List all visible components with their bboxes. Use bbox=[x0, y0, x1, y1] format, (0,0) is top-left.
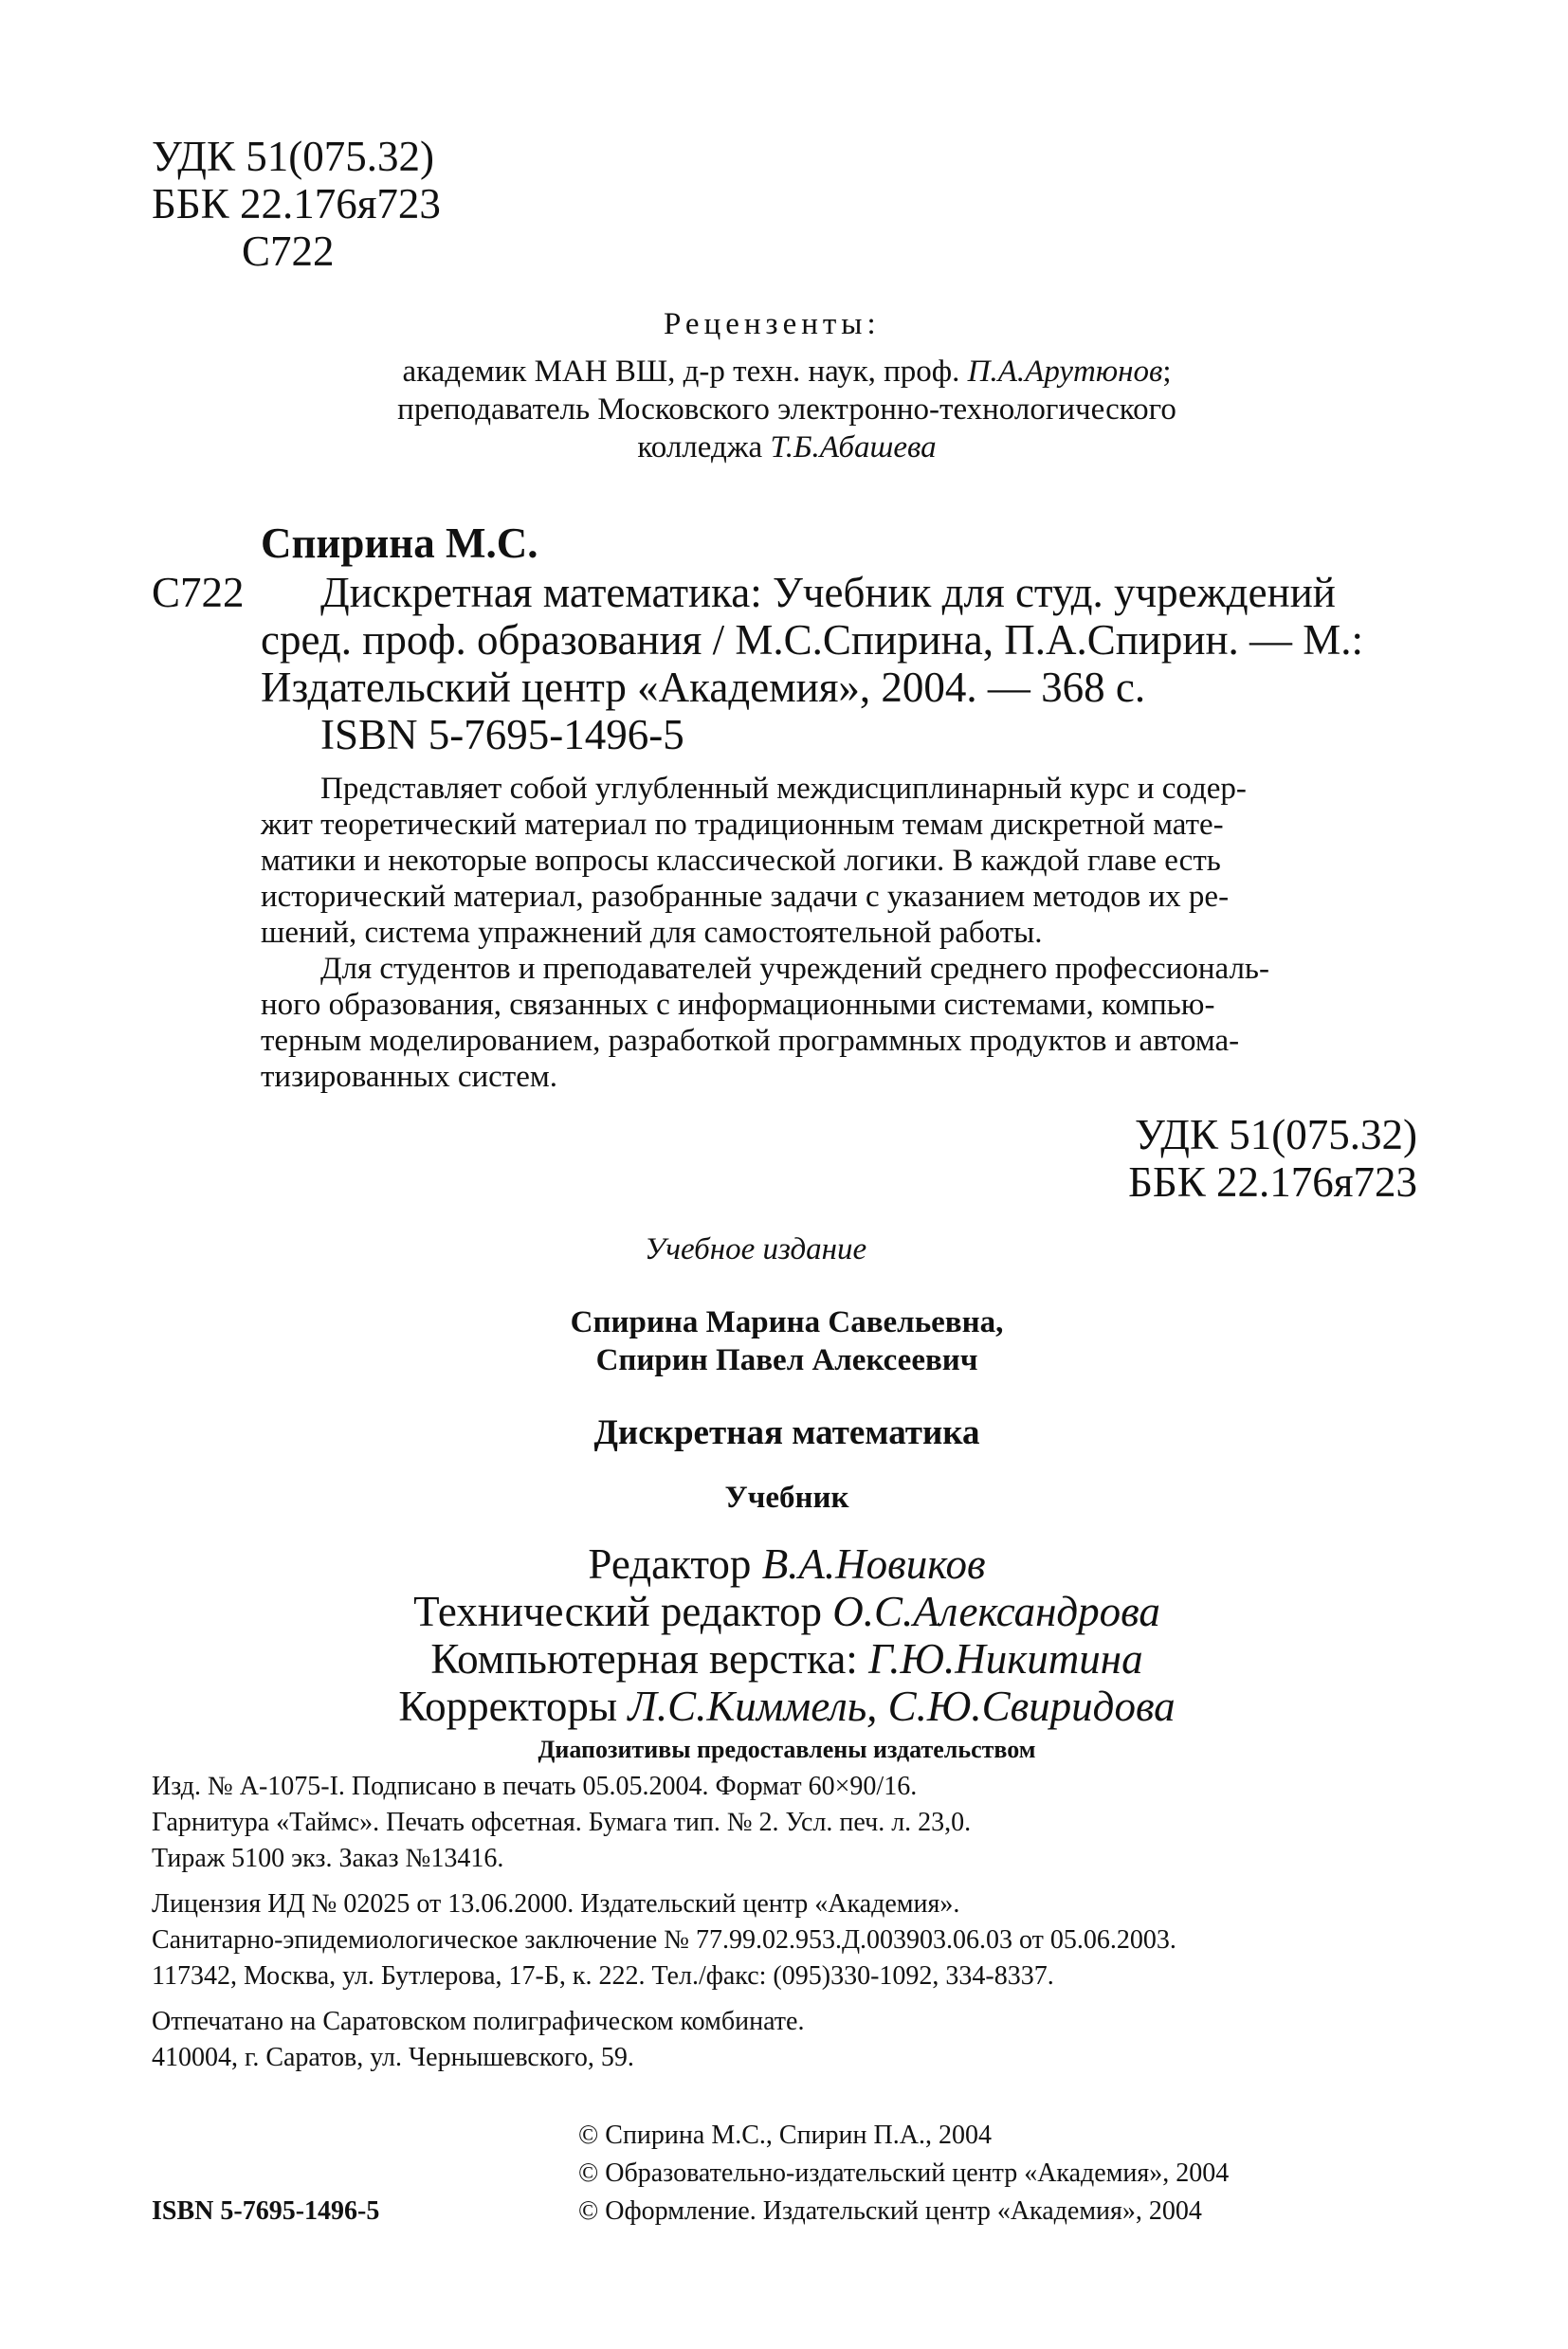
pub-line-4: Лицензия ИД № 02025 от 13.06.2000. Издательский центр «Академия». bbox=[152, 1889, 960, 1919]
annotation-p1-line-5: шений, система упражнений для самостоятельной работы. bbox=[261, 916, 1043, 950]
tech-editor-line bbox=[190, 1588, 1384, 1635]
annotation-p2-line-3: терным моделированием, разработкой программных продуктов и автома- bbox=[261, 1024, 1240, 1058]
annotation-p1-line-4: исторический материал, разобранные задачи с указанием методов их ре- bbox=[261, 880, 1230, 914]
editor-name: В.А.Новиков bbox=[761, 1540, 986, 1588]
imprint-book-title: Дискретная математика bbox=[593, 1413, 980, 1452]
editor-label: Редактор bbox=[588, 1540, 762, 1588]
reviewer-2-name: Т.Б.Абашева bbox=[770, 430, 937, 464]
bbk-code-bottom: ББК 22.176я723 bbox=[1128, 1158, 1417, 1206]
entry-line-3: Издательский центр «Академия», 2004. — 368 с. bbox=[261, 664, 1146, 711]
annotation-p1-line-1: Представляет собой углубленный междисциплинарный курс и содер- bbox=[320, 772, 1247, 806]
annotation-p2-line-2: ного образования, связанных с информационными системами, компью- bbox=[261, 988, 1215, 1022]
annotation-p1-line-3: матики и некоторые вопросы классической логики. В каждой главе есть bbox=[261, 844, 1221, 878]
pub-line-8: 410004, г. Саратов, ул. Чернышевского, 59. bbox=[152, 2043, 634, 2072]
udk-code-top: УДК 51(075.32) bbox=[152, 133, 434, 180]
reviewer-1-punct: ; bbox=[1162, 355, 1172, 389]
pub-line-1: Изд. № А-1075-I. Подписано в печать 05.05.2004. Формат 60×90/16. bbox=[152, 1772, 918, 1801]
entry-author: Спирина М.С. bbox=[261, 519, 538, 567]
imprint-author-1: Спирина Марина Савельевна, bbox=[570, 1305, 1004, 1339]
copyright-line-3: © Оформление. Издательский центр «Академия», 2004 bbox=[578, 2196, 1202, 2226]
isbn-bottom: ISBN 5-7695-1496-5 bbox=[152, 2196, 380, 2226]
entry-line-1: Дискретная математика: Учебник для студ. учреждений bbox=[320, 569, 1336, 616]
copyright-line-2: © Образовательно-издательский центр «Академия», 2004 bbox=[578, 2158, 1230, 2188]
edition-type: Учебное издание bbox=[645, 1232, 867, 1266]
pub-line-7: Отпечатано на Саратовском полиграфическом комбинате. bbox=[152, 2007, 805, 2036]
annotation-p2-line-1: Для студентов и преподавателей учреждений среднего профессиональ- bbox=[320, 952, 1269, 986]
pub-line-5: Санитарно-эпидемиологическое заключение № 77.99.02.953.Д.003903.06.03 от 05.06.2003. bbox=[152, 1925, 1176, 1955]
layout-label: Компьютерная верстка: bbox=[430, 1635, 869, 1683]
entry-code: С722 bbox=[152, 569, 245, 616]
proofreaders-line bbox=[190, 1683, 1384, 1730]
annotation-p2-line-4: тизированных систем. bbox=[261, 1060, 557, 1094]
annotation-p1-line-2: жит теоретический материал по традиционным темам дискретной мате- bbox=[261, 808, 1224, 842]
layout-line bbox=[190, 1635, 1384, 1683]
reviewer-1-position: академик МАН ВШ, д-р техн. наук, проф. bbox=[402, 355, 968, 389]
pub-line-2: Гарнитура «Таймс». Печать офсетная. Бумага тип. № 2. Усл. печ. л. 23,0. bbox=[152, 1808, 972, 1837]
udk-code-bottom: УДК 51(075.32) bbox=[1135, 1111, 1417, 1158]
imprint-author-2: Спирин Павел Алексеевич bbox=[595, 1343, 978, 1377]
reviewer-line-3 bbox=[190, 428, 1384, 466]
bbk-code-top: ББК 22.176я723 bbox=[152, 180, 441, 228]
reviewer-line-1 bbox=[190, 353, 1384, 391]
editor-line bbox=[190, 1540, 1384, 1588]
slides-note: Диапозитивы предоставлены издательством bbox=[538, 1736, 1036, 1763]
pub-line-3: Тираж 5100 экз. Заказ №13416. bbox=[152, 1844, 504, 1873]
pub-line-6: 117342, Москва, ул. Бутлерова, 17-Б, к. 222. Тел./факс: (095)330-1092, 334-8337. bbox=[152, 1961, 1054, 1991]
tech-editor-name: О.С.Александрова bbox=[832, 1588, 1160, 1635]
reviewers-title: Рецензенты: bbox=[664, 307, 881, 341]
reviewer-2-college: колледжа bbox=[637, 430, 771, 464]
entry-isbn: ISBN 5-7695-1496-5 bbox=[320, 711, 684, 758]
reviewer-line-2: преподаватель Московского электронно-технологического bbox=[397, 392, 1176, 427]
author-mark-top: С722 bbox=[242, 228, 335, 275]
reviewer-1-name: П.А.Арутюнов bbox=[967, 355, 1163, 389]
layout-name: Г.Ю.Никитина bbox=[868, 1635, 1143, 1683]
proofreaders-names: Л.С.Киммель, С.Ю.Свиридова bbox=[628, 1683, 1176, 1730]
tech-editor-label: Технический редактор bbox=[413, 1588, 833, 1635]
imprint-book-subtitle: Учебник bbox=[724, 1481, 849, 1515]
copyright-line-1: © Спирина М.С., Спирин П.А., 2004 bbox=[578, 2121, 992, 2150]
proofreaders-label: Корректоры bbox=[398, 1683, 629, 1730]
entry-line-2: сред. проф. образования / М.С.Спирина, П.А.Спирин. — М.: bbox=[261, 616, 1364, 664]
